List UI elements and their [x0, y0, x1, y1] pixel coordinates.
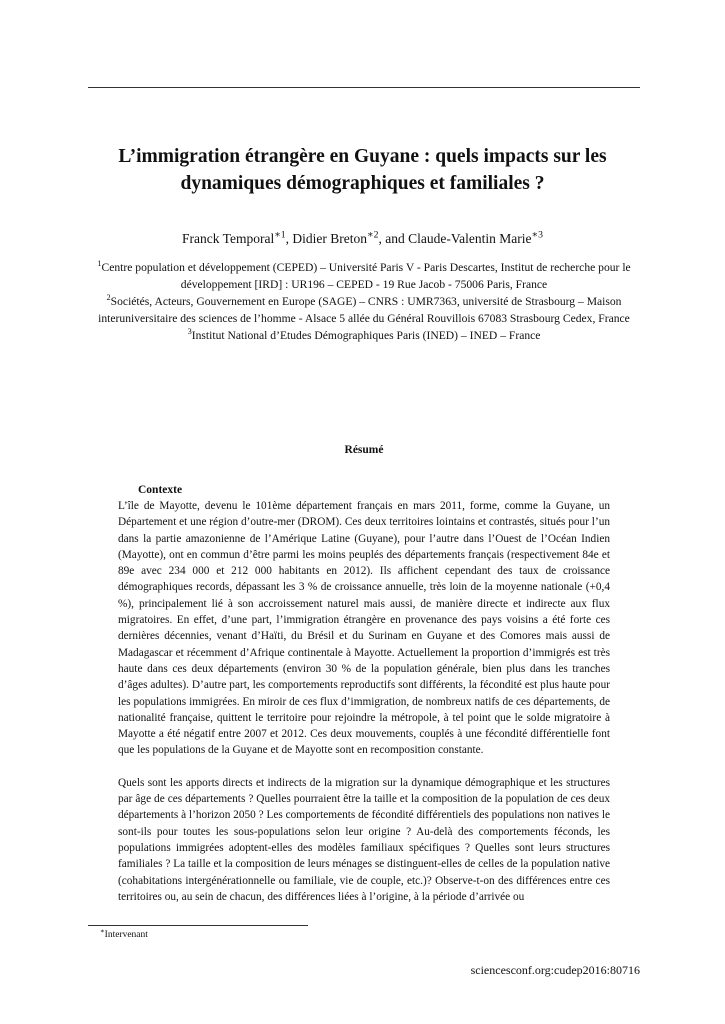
author-name: Franck Temporal — [182, 231, 275, 246]
paper-title: L’immigration étrangère en Guyane : quels impacts sur les dynamiques démographiques et familiales ? — [118, 146, 607, 194]
author-affil-mark: ∗3 — [531, 229, 543, 241]
section-heading-contexte: Contexte — [138, 484, 183, 496]
affiliation-text: Institut National d’Etudes Démographiques Paris (INED) – INED – France — [191, 329, 541, 342]
author-affil-mark: ∗2 — [367, 229, 379, 241]
affiliation-list — [88, 259, 640, 344]
affiliation-number: 3 — [187, 327, 192, 337]
author-list — [70, 229, 655, 249]
footnote — [100, 927, 148, 940]
author-separator: , and — [378, 231, 409, 246]
header-rule — [88, 87, 640, 88]
abstract-body — [118, 498, 610, 905]
author-separator: , — [285, 231, 293, 246]
affiliation-2 — [88, 293, 640, 327]
affiliation-1 — [88, 259, 640, 293]
abstract-heading: Résumé — [344, 444, 384, 456]
footnote-mark: ∗ — [100, 927, 105, 935]
author-name: Didier Breton — [292, 231, 368, 246]
abstract-paragraph-1: L’île de Mayotte, devenu le 101ème département français en mars 2011, forme, comme la Guyane, un Département et une région d’outre-mer (DROM). Ces deux territoires lointains et contrastés, situés pour l’un dans la partie amazonienne de l’Amérique Latine (Guyane), pour l’autre dans l’Ouest de l’Océan Indien (Mayotte), ont en commun d’être parmi les moins peuplés des départements français (respectivement 84e et 89e avec 234 000 et 212 000 habitants en 2012). Ils affichent cependant des taux de croissance démographiques records, dépassant les 3 % de croissance annuelle, très loin de la moyenne nationale (+0,4 %), principalement lié à son accroissement naturel mais aussi, de manière directe et indirecte aux flux migratoires. En effet, d’une part, l’immigration étrangère en provenance des pays voisins a été forte ces dernières décennies, venant d’Haïti, du Brésil et du Surinam en Guyane et des Comores mais aussi de Madagascar et récemment d’Afrique continentale à Mayotte. Actuellement la proportion d’immigrés est très haute dans ces deux départements (environ 30 % de la population générale, bien plus dans les tranches d’âges adultes). D’autre part, les comportements reproductifs sont différents, la fécondité est plus haute pour les populations immigrées. En miroir de ces flux d’immigration, de nombreux natifs de ces départements, de nationalité française, quittent le territoire pour rejoindre la métropole, à tel point que le solde migratoire à Mayotte a été négatif entre 2007 et 2012. Ces deux mouvements, couplés à une fécondité différentielle font que les populations de la Guyane et de Mayotte sont en recomposition constante. — [118, 500, 610, 757]
affiliation-3 — [88, 327, 640, 344]
affiliation-text: Centre population et développement (CEPED) – Université Paris V - Paris Descartes, Institut de recherche pour le développement [IRD] : UR196 – CEPED - 19 Rue Jacob - 75006 Paris, France — [101, 261, 631, 291]
author-affil-mark: ∗1 — [274, 229, 286, 241]
author-name: Claude-Valentin Marie — [408, 231, 532, 246]
document-id: sciencesconf.org:cudep2016:80716 — [470, 963, 640, 977]
footnote-text: Intervenant — [104, 930, 148, 940]
footnote-rule — [88, 925, 308, 926]
affiliation-number: 1 — [97, 259, 102, 269]
affiliation-text: Sociétés, Acteurs, Gouvernement en Europe (SAGE) – CNRS : UMR7363, université de Strasbourg – Maison interuniversitaire des sciences de l’homme - Alsace 5 allée du Général Rouvillois 67083 Strasbourg Cedex, France — [98, 295, 630, 325]
abstract-paragraph-2: Quels sont les apports directs et indirects de la migration sur la dynamique démographique et les structures par âge de ces départements ? Quelles pourraient être la taille et la composition de la population de ces deux départements à l’horizon 2050 ? Les comportements de fécondité différentiels des populations non natives le sont-ils pour toutes les sous-populations selon leur origine ? Au-delà des comportements féconds, les populations immigrées adoptent-elles des modèles familiaux spécifiques ? Quelles sont leurs structures familiales ? La taille et la composition de leurs ménages se distinguent-elles de celles de la population native (cohabitations intergénérationnelle ou familiale, vie de couple, etc.)? Observe-t-on des différences entre ces territoires ou, au sein de chacun, des différences liées à l’origine, à la période d’arrivée ou — [118, 776, 610, 903]
affiliation-number: 2 — [106, 293, 111, 303]
